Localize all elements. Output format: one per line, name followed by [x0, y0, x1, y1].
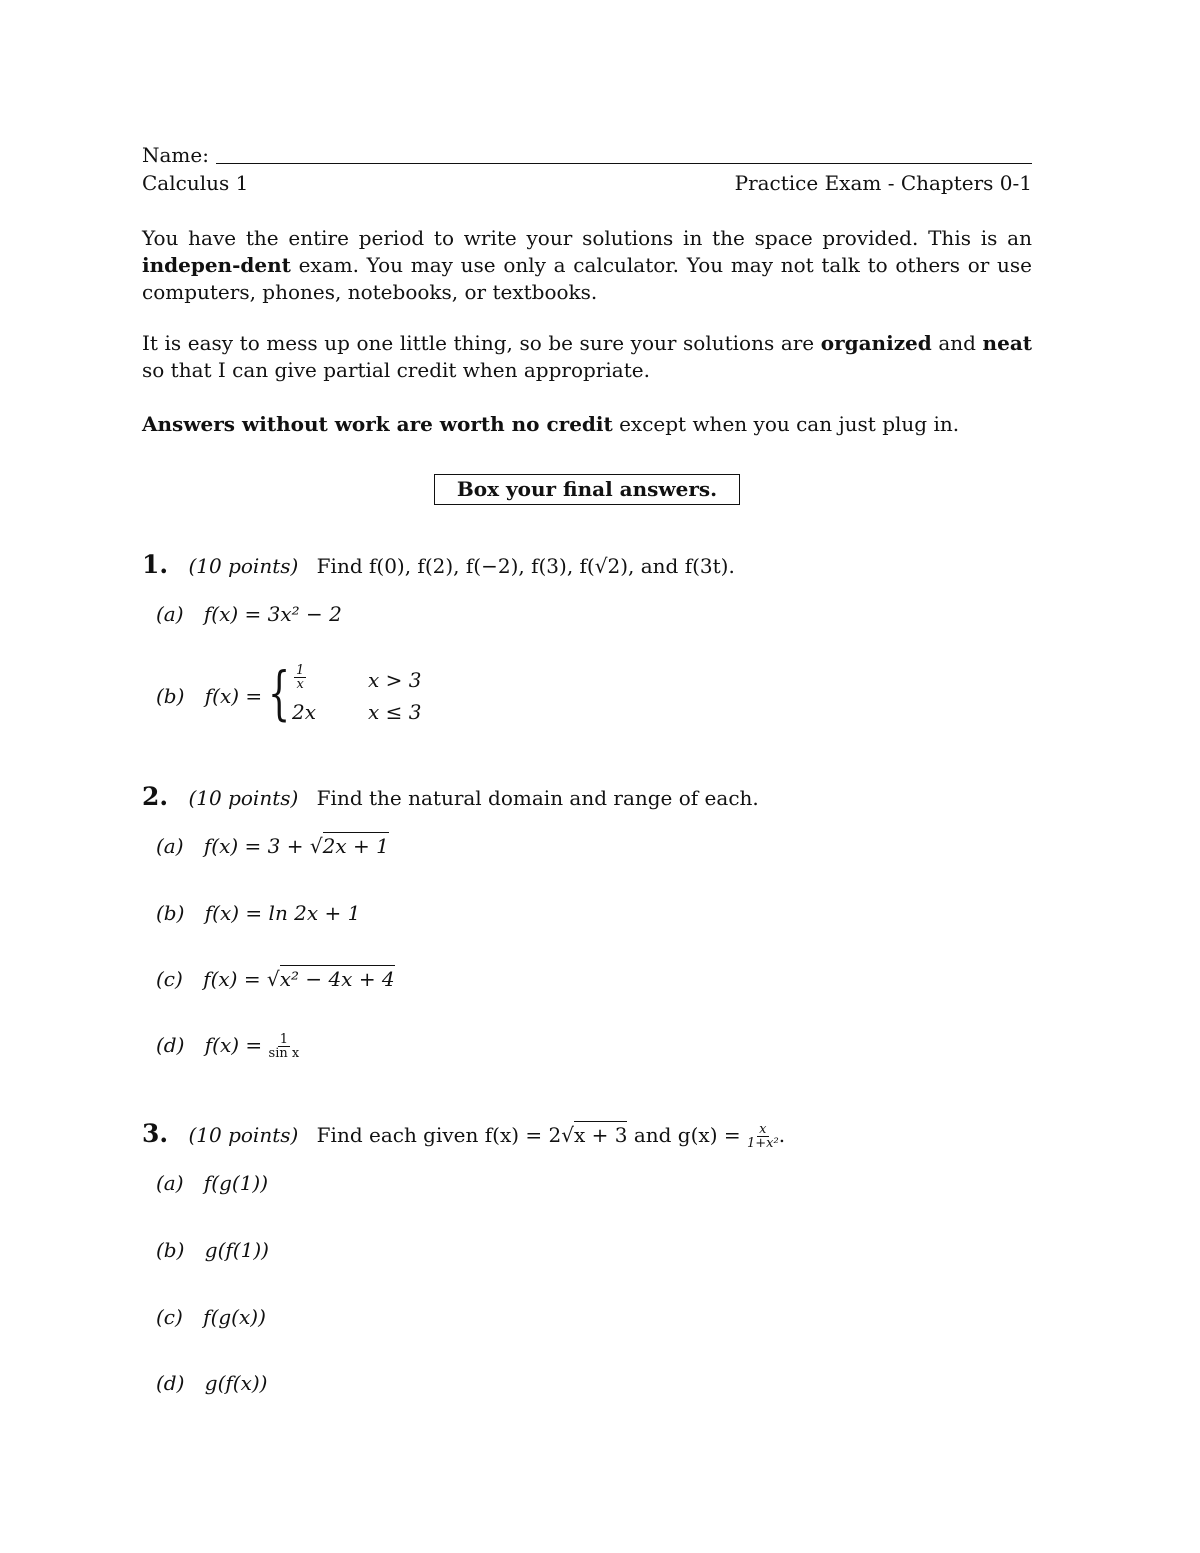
question-1b-lhs: f(x) = — [204, 684, 263, 708]
case1-condition: x > 3 — [368, 668, 422, 692]
question-3-g-numerator: x — [759, 1122, 767, 1137]
intro-p2-bold-neat: neat — [982, 331, 1033, 355]
question-2d-label: (d) — [156, 1033, 185, 1057]
question-3-g-fraction — [747, 1123, 779, 1150]
question-2c-label: (c) — [156, 967, 183, 991]
box-instruction-wrap — [142, 474, 1032, 505]
intro-p1-text-a: You have the entire period to write your solutions in the space provided. This is an — [142, 226, 1032, 250]
question-1a — [156, 602, 342, 626]
question-3d — [156, 1371, 267, 1395]
question-1-number: 1. — [142, 550, 169, 579]
question-3-prompt-a: Find each given f(x) = 2√ — [316, 1123, 574, 1147]
question-2b-expression: f(x) = ln 2x + 1 — [204, 901, 361, 925]
question-2d-denominator: sin x — [268, 1046, 300, 1061]
question-2c — [156, 967, 395, 991]
question-3-radicand: x + 3 — [574, 1123, 628, 1147]
question-2a-radicand: 2x + 1 — [322, 834, 389, 858]
name-row — [142, 143, 1032, 169]
question-3 — [142, 1119, 1032, 1150]
case2-expression: 2x — [292, 700, 317, 724]
box-instruction: Box your final answers. — [434, 474, 740, 505]
question-1-points: (10 points) — [188, 554, 299, 578]
question-3-prompt-b: and g(x) = — [627, 1123, 747, 1147]
question-3c-expression: f(g(x)) — [203, 1305, 266, 1329]
question-1b — [156, 659, 556, 732]
question-2b — [156, 901, 360, 925]
question-2d-fraction — [269, 1033, 300, 1060]
intro-p3-bold: Answers without work are worth no credit — [142, 412, 613, 436]
question-3b-label: (b) — [156, 1238, 185, 1262]
intro-p2-text-mid: and — [931, 331, 983, 355]
question-2c-radicand: x² − 4x + 4 — [279, 967, 395, 991]
intro-p3-text: except when you can just plug in. — [612, 412, 960, 436]
case1-denominator: x — [296, 677, 304, 692]
question-2d — [156, 1033, 299, 1060]
question-3b-expression: g(f(1)) — [204, 1238, 269, 1262]
intro-p2-text-a: It is easy to mess up one little thing, so be sure your solutions are — [142, 331, 821, 355]
question-2-number: 2. — [142, 782, 169, 811]
question-3-g-denominator: 1+x² — [746, 1136, 779, 1151]
case2-condition: x ≤ 3 — [368, 700, 422, 724]
question-3a-label: (a) — [156, 1171, 184, 1195]
question-3c-label: (c) — [156, 1305, 183, 1329]
question-3c — [156, 1305, 266, 1329]
question-3-points: (10 points) — [188, 1123, 299, 1147]
intro-p2-bold-organized: organized — [820, 331, 932, 355]
question-2-points: (10 points) — [188, 786, 299, 810]
intro-p1-bold: indepen-dent — [142, 253, 291, 277]
question-3-number: 3. — [142, 1119, 169, 1148]
intro-paragraph-1 — [142, 225, 1032, 306]
question-2 — [142, 782, 1032, 811]
question-1-prompt: Find f(0), f(2), f(−2), f(3), f(√2), and f(3t). — [316, 554, 735, 578]
intro-paragraph-3 — [142, 411, 1032, 438]
question-2c-lhs: f(x) = √ — [203, 967, 280, 991]
question-1 — [142, 550, 1032, 579]
question-2d-lhs: f(x) = — [204, 1033, 263, 1057]
question-1a-expression: f(x) = 3x² − 2 — [203, 602, 342, 626]
question-3a — [156, 1171, 268, 1195]
case1-numerator: 1 — [296, 663, 305, 678]
question-3b — [156, 1238, 269, 1262]
header-row — [142, 171, 1032, 195]
question-1b-label: (b) — [156, 684, 185, 708]
question-2a — [156, 834, 389, 858]
piecewise-brace: { — [268, 659, 291, 727]
course-title: Calculus 1 — [142, 171, 249, 195]
question-2a-lhs: f(x) = 3 + √ — [203, 834, 323, 858]
name-label: Name: — [142, 143, 209, 167]
question-3a-expression: f(g(1)) — [203, 1171, 269, 1195]
intro-p1-text-b: exam. You may use only a calculator. You may not talk to others or use computers, phones, notebooks, or textbooks. — [142, 253, 1032, 304]
question-2d-numerator: 1 — [279, 1032, 289, 1047]
intro-p2-text-b: so that I can give partial credit when appropriate. — [142, 358, 650, 382]
question-1a-label: (a) — [156, 602, 184, 626]
question-2b-label: (b) — [156, 901, 185, 925]
question-3-prompt-end: . — [778, 1123, 786, 1147]
question-2-prompt: Find the natural domain and range of each. — [316, 786, 759, 810]
exam-title: Practice Exam - Chapters 0-1 — [734, 171, 1032, 195]
intro-paragraph-2 — [142, 330, 1032, 384]
question-3d-expression: g(f(x)) — [204, 1371, 268, 1395]
case1-fraction — [294, 664, 306, 691]
question-2a-label: (a) — [156, 834, 184, 858]
name-blank-line — [216, 163, 1032, 164]
question-3d-label: (d) — [156, 1371, 185, 1395]
